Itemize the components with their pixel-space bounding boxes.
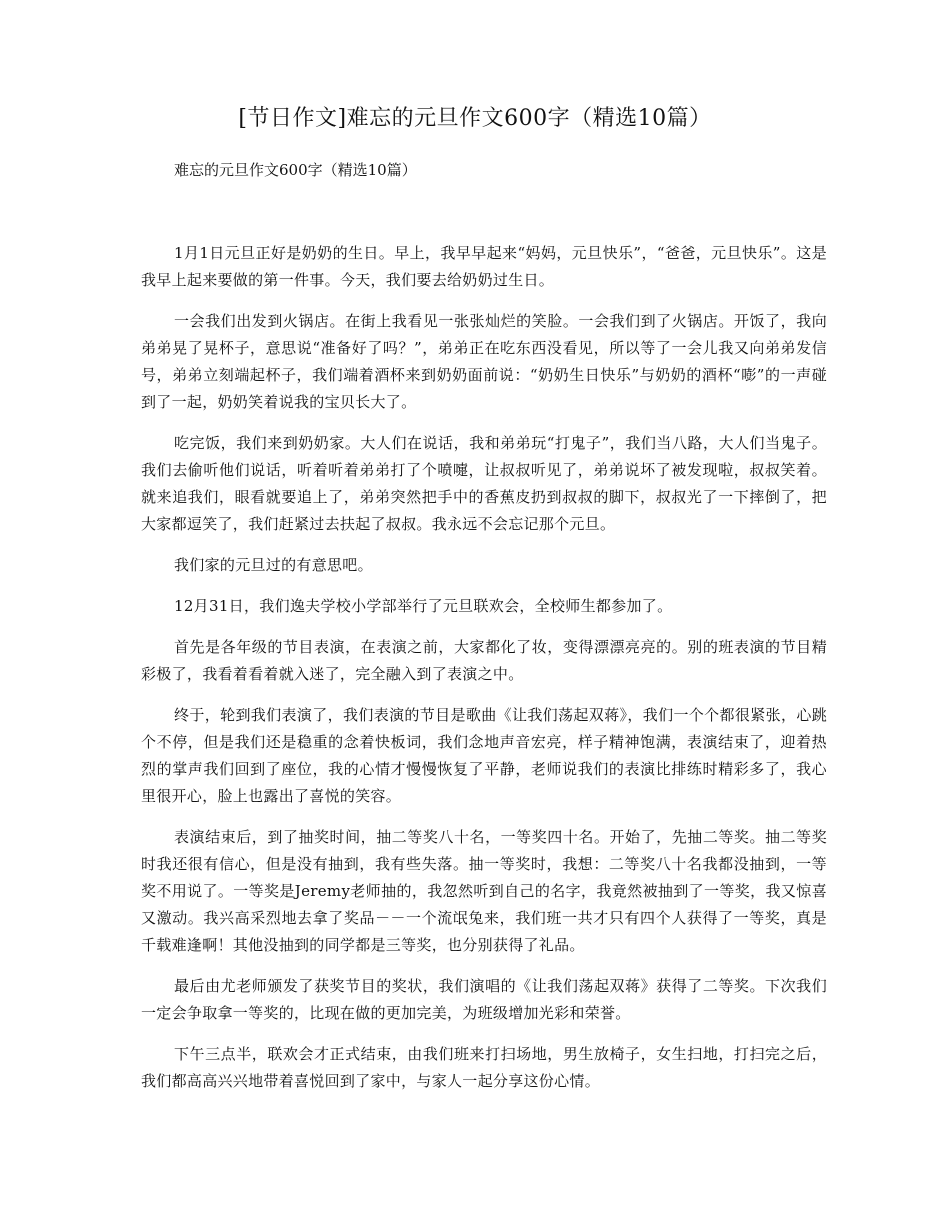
paragraph-6: 首先是各年级的节目表演，在表演之前，大家都化了妆，变得漂漂亮亮的。别的班表演的节目精彩极了，我看着看着就入迷了，完全融入到了表演之中。 [141,638,827,683]
paragraph-3: 吃完饭，我们来到奶奶家。大人们在说话，我和弟弟玩“打鬼子”，我们当八路，大人们当鬼子。我们去偷听他们说话，听着听着弟弟打了个喷嚏，让叔叔听见了，弟弟说坏了被发现啦，叔叔笑着。就来追我们，眼看就要追上了，弟弟突然把手中的香蕉皮扔到叔叔的脚下，叔叔光了一下摔倒了，把大家都逗笑了，我们赶紧过去扶起了叔叔。我永远不会忘记那个元旦。 [141,434,827,533]
document-title: [节日作文]难忘的元旦作文600字（精选10篇） [238,106,712,131]
document-body [141,240,827,1109]
paragraph-7: 终于，轮到我们表演了，我们表演的节目是歌曲《让我们荡起双蒋》，我们一个个都很紧张，心跳个不停，但是我们还是稳重的念着快板词，我们念地声音宏亮，样子精神饱满，表演结束了，迎着热烈的掌声我们回到了座位，我的心情才慢慢恢复了平静，老师说我们的表演比排练时精彩多了，我心里很开心，脸上也露出了喜悦的笑容。 [141,706,827,805]
paragraph-5: 12月31日，我们逸夫学校小学部举行了元旦联欢会，全校师生都参加了。 [174,597,673,615]
paragraph-8: 表演结束后，到了抽奖时间，抽二等奖八十名，一等奖四十名。开始了，先抽二等奖。抽二等奖时我还很有信心，但是没有抽到，我有些失落。抽一等奖时，我想：二等奖八十名我都没抽到，一等奖不用说了。一等奖是Jeremy老师抽的，我忽然听到自己的名字，我竟然被抽到了一等奖，我又惊喜又激动。我兴高采烈地去拿了奖品－－一个流氓兔来，我们班一共才只有四个人获得了一等奖，真是千载难逢啊！其他没抽到的同学都是三等奖，也分别获得了礼品。 [141,828,827,954]
paragraph-4: 我们家的元旦过的有意思吧。 [174,556,373,574]
document-subtitle: 难忘的元旦作文600字（精选10篇） [174,161,417,179]
paragraph-2: 一会我们出发到火锅店。在街上我看见一张张灿烂的笑脸。一会我们到了火锅店。开饭了，我向弟弟晃了晃杯子，意思说“准备好了吗？”，弟弟正在吃东西没看见，所以等了一会儿我又向弟弟发信号，弟弟立刻端起杯子，我们端着酒杯来到奶奶面前说：“奶奶生日快乐”与奶奶的酒杯“嘭”的一声碰到了一起，奶奶笑着说我的宝贝长大了。 [141,312,827,411]
paragraph-1: 1月1日元旦正好是奶奶的生日。早上，我早早起来“妈妈，元旦快乐”，“爸爸，元旦快乐”。这是我早上起来要做的第一件事。今天，我们要去给奶奶过生日。 [141,244,827,289]
paragraph-9: 最后由尤老师颁发了获奖节目的奖状，我们演唱的《让我们荡起双蒋》获得了二等奖。下次我们一定会争取拿一等奖的，比现在做的更加完美，为班级增加光彩和荣誉。 [141,977,827,1022]
paragraph-10: 下午三点半，联欢会才正式结束，由我们班来打扫场地，男生放椅子，女生扫地，打扫完之后，我们都高高兴兴地带着喜悦回到了家中，与家人一起分享这份心情。 [141,1045,827,1090]
